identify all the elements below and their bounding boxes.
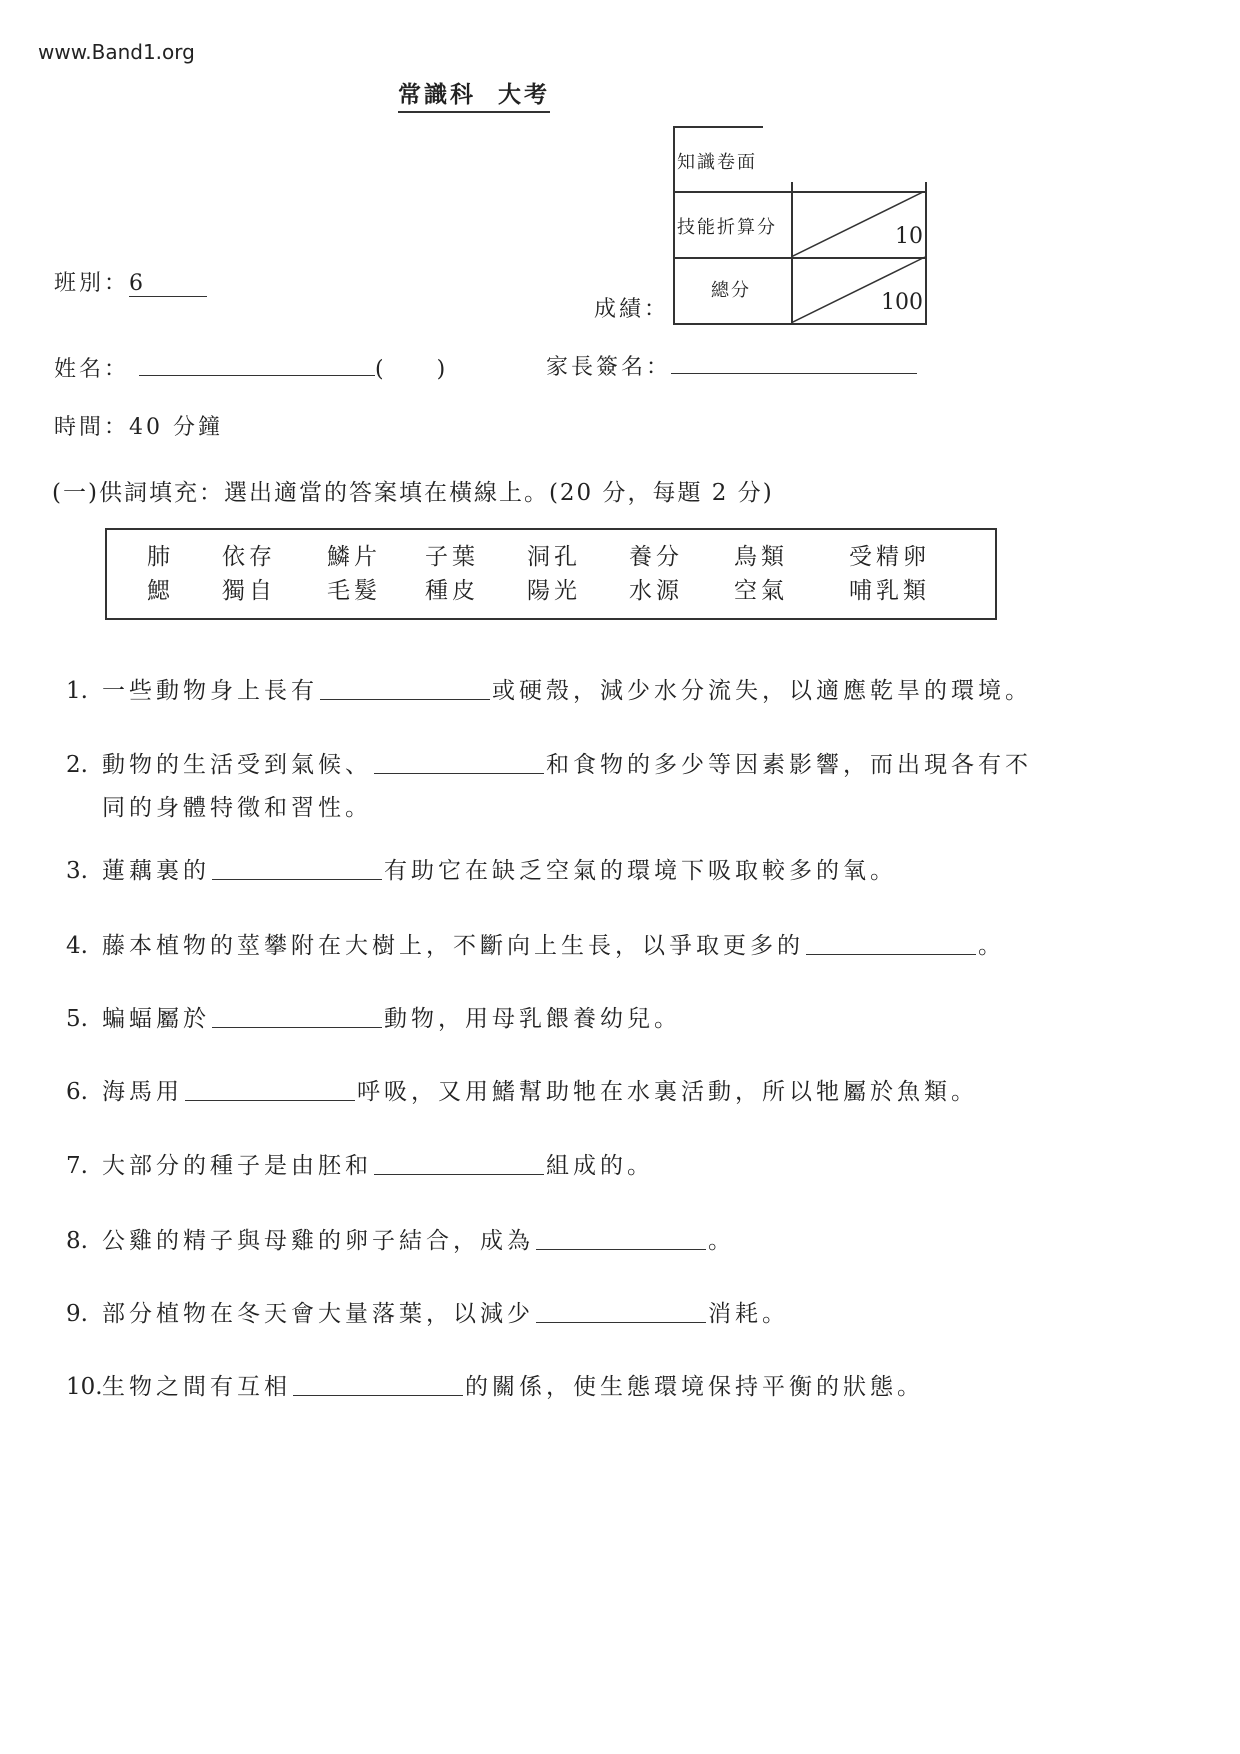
parent-sign-label: 家長簽名： bbox=[546, 355, 672, 380]
question-text-after: 或硬殼，減少水分流失，以適應乾旱的環境。 bbox=[492, 678, 1032, 704]
word-bank-item: 空氣 bbox=[734, 578, 788, 604]
name-label: 姓名： bbox=[54, 357, 130, 382]
question-item bbox=[66, 672, 1032, 705]
question-text-before: 動物的生活受到氣候、 bbox=[102, 752, 372, 778]
question-item bbox=[66, 927, 1005, 960]
question-number: 5. bbox=[66, 1006, 88, 1032]
question-text-before: 一些動物身上長有 bbox=[102, 678, 318, 704]
answer-blank[interactable] bbox=[320, 698, 490, 700]
score-row-max: 100 bbox=[881, 290, 923, 315]
parent-sign-line[interactable] bbox=[671, 372, 917, 374]
question-number: 10. bbox=[66, 1374, 103, 1400]
score-row-label: 總分 bbox=[711, 280, 751, 301]
site-watermark: www.Band1.org bbox=[38, 40, 195, 64]
question-item bbox=[66, 1000, 681, 1033]
word-bank-item: 鱗片 bbox=[327, 544, 381, 570]
score-row-max: 10 bbox=[895, 224, 923, 249]
question-text-after: 的關係，使生態環境保持平衡的狀態。 bbox=[465, 1374, 924, 1400]
question-item bbox=[66, 1295, 789, 1328]
question-number: 8. bbox=[66, 1228, 88, 1254]
question-text-after: 。 bbox=[978, 933, 1005, 959]
word-bank-item: 水源 bbox=[629, 578, 683, 604]
name-field bbox=[54, 352, 448, 383]
question-text-after: 呼吸，又用鰭幫助牠在水裏活動，所以牠屬於魚類。 bbox=[357, 1079, 978, 1105]
answer-blank[interactable] bbox=[185, 1099, 355, 1101]
question-text-before: 生物之間有互相 bbox=[102, 1374, 291, 1400]
question-text-after: 和食物的多少等因素影響，而出現各有不 bbox=[546, 752, 1032, 778]
question-text-before: 藤本植物的莖攀附在大樹上，不斷向上生長，以爭取更多的 bbox=[102, 933, 804, 959]
question-item bbox=[66, 1147, 654, 1180]
score-table bbox=[673, 126, 927, 324]
word-bank-item: 肺 bbox=[147, 544, 174, 570]
question-text-continued: 同的身體特徵和習性。 bbox=[102, 795, 372, 821]
word-bank-item: 種皮 bbox=[425, 578, 479, 604]
question-item bbox=[66, 746, 1032, 822]
question-text-before: 公雞的精子與母雞的卵子結合，成為 bbox=[102, 1228, 534, 1254]
class-label: 班別： bbox=[54, 271, 130, 296]
word-bank-item: 受精卵 bbox=[849, 544, 930, 570]
score-row-label: 知識卷面 bbox=[677, 152, 757, 173]
word-bank-item: 子葉 bbox=[425, 544, 479, 570]
question-number: 3. bbox=[66, 858, 88, 884]
word-bank-item: 養分 bbox=[629, 544, 683, 570]
question-text-before: 大部分的種子是由胚和 bbox=[102, 1153, 372, 1179]
answer-blank[interactable] bbox=[536, 1321, 706, 1323]
question-text-before: 部分植物在冬天會大量落葉，以減少 bbox=[102, 1301, 534, 1327]
question-text-after: 消耗。 bbox=[708, 1301, 789, 1327]
word-bank-item: 毛髮 bbox=[327, 578, 381, 604]
question-text-after: 。 bbox=[708, 1228, 735, 1254]
title-exam: 大考 bbox=[498, 81, 550, 108]
question-item bbox=[66, 1222, 735, 1255]
question-number: 9. bbox=[66, 1301, 88, 1327]
score-row-label: 技能折算分 bbox=[677, 217, 777, 238]
time-value: 40 分鐘 bbox=[129, 415, 224, 440]
answer-blank[interactable] bbox=[374, 772, 544, 774]
answer-blank[interactable] bbox=[536, 1248, 706, 1250]
question-number: 4. bbox=[66, 933, 88, 959]
parent-sign-field bbox=[546, 350, 917, 381]
question-text-before: 蓮藕裏的 bbox=[102, 858, 210, 884]
word-bank-item: 鳥類 bbox=[734, 544, 788, 570]
question-item bbox=[66, 852, 897, 885]
question-item bbox=[66, 1368, 924, 1401]
word-bank-item: 陽光 bbox=[527, 578, 581, 604]
question-number: 6. bbox=[66, 1079, 88, 1105]
question-text-after: 有助它在缺乏空氣的環境下吸取較多的氧。 bbox=[384, 858, 897, 884]
title-subject: 常識科 bbox=[398, 81, 476, 108]
time-field bbox=[54, 410, 223, 441]
question-text-after: 組成的。 bbox=[546, 1153, 654, 1179]
answer-blank[interactable] bbox=[293, 1394, 463, 1396]
time-label: 時間： bbox=[54, 415, 130, 440]
question-text-before: 蝙蝠屬於 bbox=[102, 1006, 210, 1032]
class-number-paren: ( ) bbox=[375, 357, 449, 382]
score-label: 成績： bbox=[594, 297, 670, 322]
answer-blank[interactable] bbox=[212, 1026, 382, 1028]
name-input-line[interactable] bbox=[139, 374, 375, 376]
answer-blank[interactable] bbox=[806, 953, 976, 955]
answer-blank[interactable] bbox=[212, 878, 382, 880]
word-bank-item: 獨自 bbox=[222, 578, 276, 604]
word-bank-item: 鰓 bbox=[147, 578, 174, 604]
question-text-before: 海馬用 bbox=[102, 1079, 183, 1105]
word-bank-item: 依存 bbox=[222, 544, 276, 570]
word-bank-item: 哺乳類 bbox=[849, 578, 930, 604]
word-bank-item: 洞孔 bbox=[527, 544, 581, 570]
question-item bbox=[66, 1073, 978, 1106]
section-heading: (一)供詞填充：選出適當的答案填在橫線上。(20 分，每題 2 分) bbox=[52, 480, 774, 506]
question-text-after: 動物，用母乳餵養幼兒。 bbox=[384, 1006, 681, 1032]
question-number: 1. bbox=[66, 678, 88, 704]
question-number: 7. bbox=[66, 1153, 88, 1179]
word-bank bbox=[105, 528, 997, 620]
class-value[interactable]: 6 bbox=[129, 271, 207, 297]
answer-blank[interactable] bbox=[374, 1173, 544, 1175]
page-title bbox=[398, 76, 550, 113]
question-number: 2. bbox=[66, 752, 88, 778]
class-field bbox=[54, 266, 207, 297]
